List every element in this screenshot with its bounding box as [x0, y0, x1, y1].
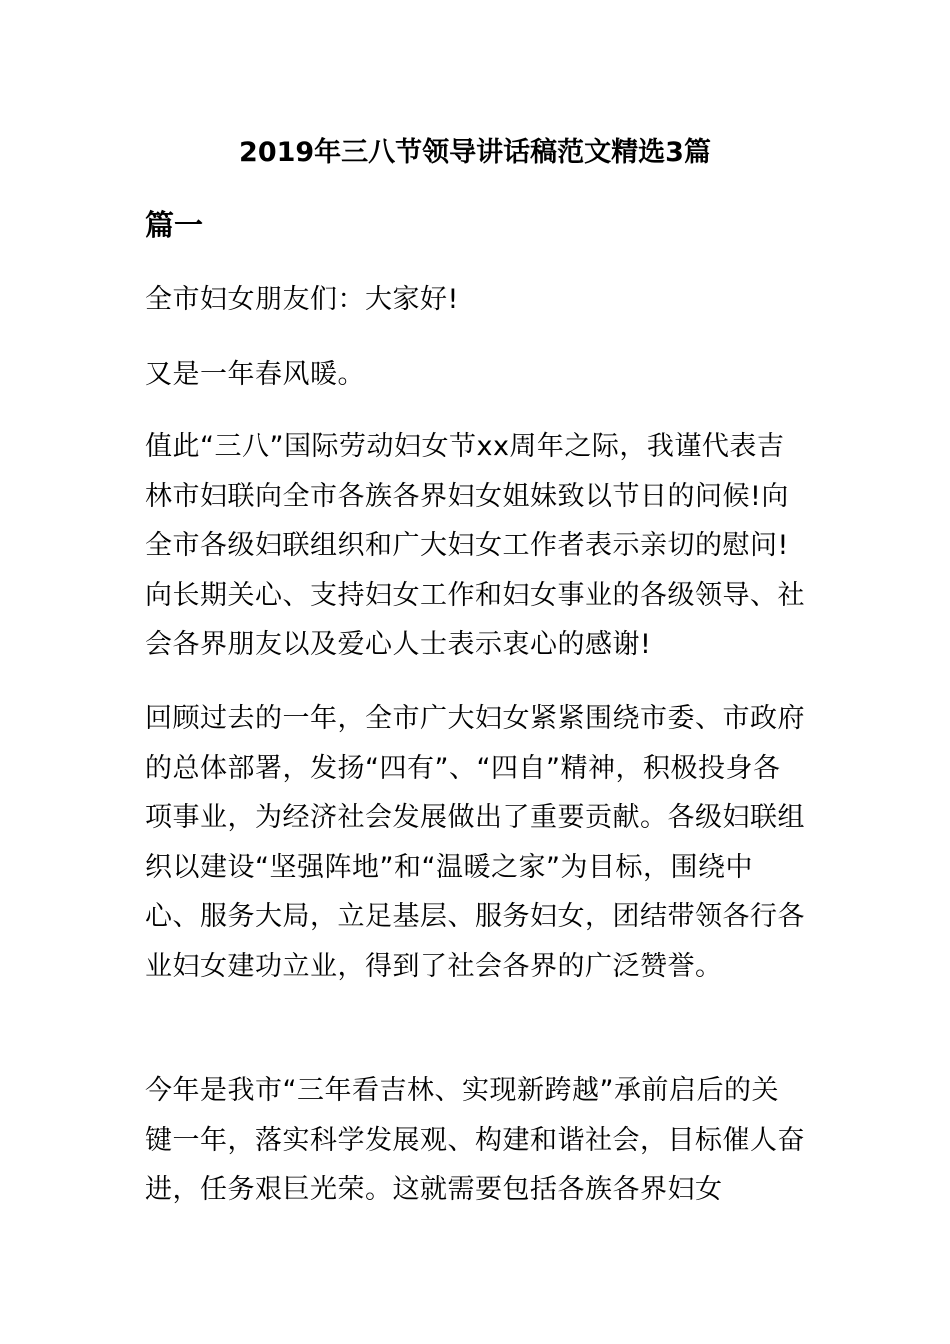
document-title: 2019年三八节领导讲话稿范文精选3篇	[239, 137, 711, 168]
paragraph-review: 回顾过去的一年，全市广大妇女紧紧围绕市委、市政府的总体部署，发扬“四有”、“四自”精神，积极投身各项事业，为经济社会发展做出了重要贡献。各级妇联组织以建设“坚强阵地”和“温暖之家”为目标，围绕中心、服务大局，立足基层、服务妇女，团结带领各行各业妇女建功立业，得到了社会各界的广泛赞誉。	[145, 703, 805, 982]
paragraph-greeting: 全市妇女朋友们：大家好!	[145, 284, 459, 315]
paragraph-opening: 又是一年春风暖。	[145, 359, 365, 390]
paragraph-thanks: 值此“三八”国际劳动妇女节xx周年之际，我谨代表吉林市妇联向全市各族各界妇女姐妹致以节日的问候!向全市各级妇联组织和广大妇女工作者表示亲切的慰问!向长期关心、支持妇女工作和妇女事业的各级领导、社会各界朋友以及爱心人士表示衷心的感谢!	[145, 431, 805, 660]
section-heading: 篇一	[145, 208, 204, 242]
paragraph-this-year: 今年是我市“三年看吉林、实现新跨越”承前启后的关键一年，落实科学发展观、构建和谐社会，目标催人奋进，任务艰巨光荣。这就需要包括各族各界妇女	[145, 1075, 805, 1205]
